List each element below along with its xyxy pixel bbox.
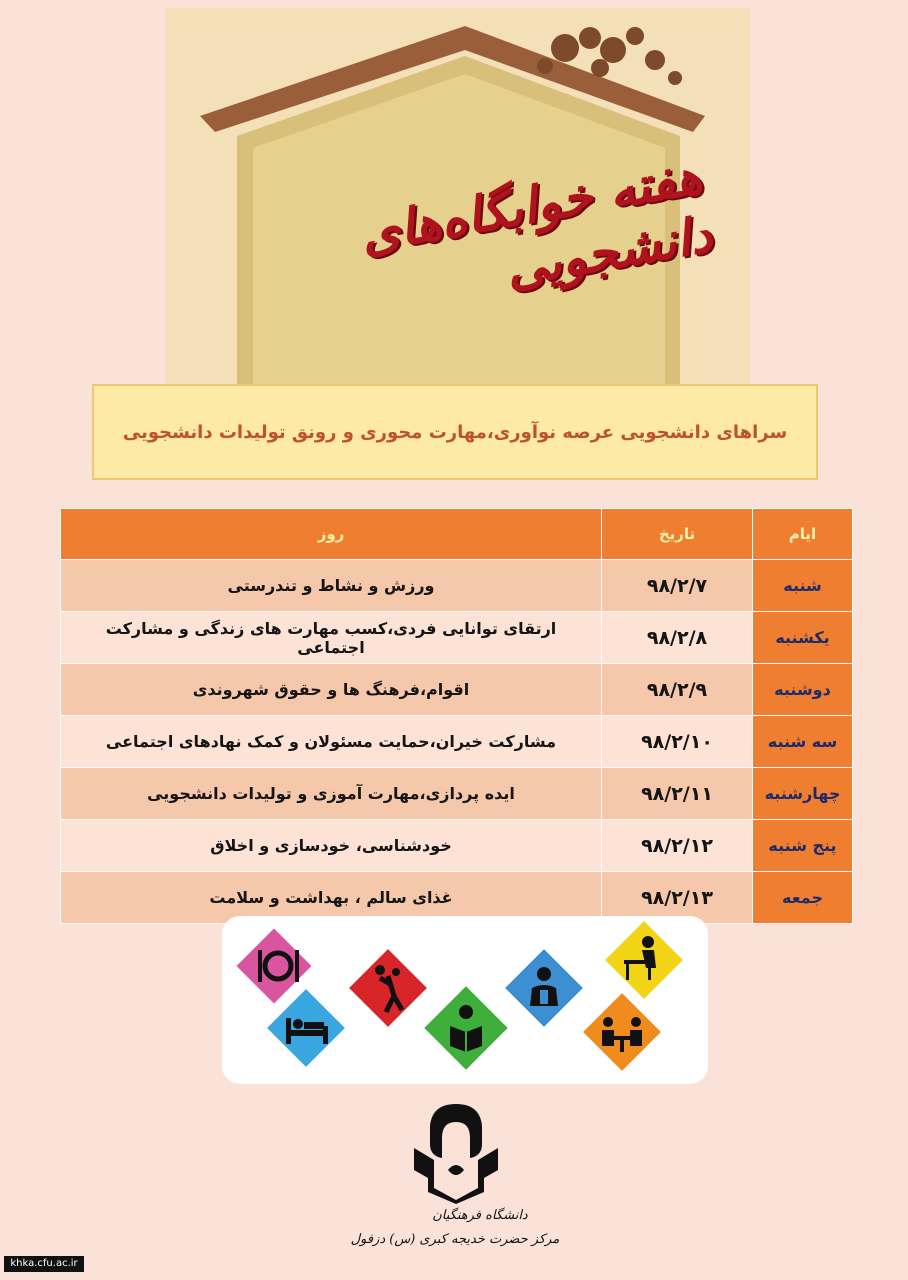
date-cell: ۹۸/۲/۱۳ bbox=[602, 872, 753, 924]
date-cell: ۹۸/۲/۱۱ bbox=[602, 768, 753, 820]
day-cell: سه شنبه bbox=[753, 716, 853, 768]
activity-icons-panel bbox=[222, 916, 708, 1084]
table-row bbox=[61, 612, 853, 664]
site-watermark: khka.cfu.ac.ir bbox=[4, 1256, 84, 1272]
bed-icon bbox=[258, 980, 354, 1076]
topic-cell: ورزش و نشاط و تندرستی bbox=[61, 560, 602, 612]
table-row bbox=[61, 820, 853, 872]
table-row bbox=[61, 768, 853, 820]
poster-title: هفته خوابگاه‌های دانشجویی bbox=[355, 146, 717, 299]
day-cell: پنج شنبه bbox=[753, 820, 853, 872]
table-row bbox=[61, 716, 853, 768]
meeting-icon bbox=[574, 984, 670, 1080]
day-cell: چهارشنبه bbox=[753, 768, 853, 820]
topic-cell: ارتقای توانایی فردی،کسب مهارت های زندگی و مشارکت اجتماعی bbox=[61, 612, 602, 664]
date-cell: ۹۸/۲/۱۰ bbox=[602, 716, 753, 768]
date-cell: ۹۸/۲/۷ bbox=[602, 560, 753, 612]
topic-cell: اقوام،فرهنگ ها و حقوق شهروندی bbox=[61, 664, 602, 716]
header-date: تاریخ bbox=[602, 509, 753, 560]
schedule-table bbox=[60, 508, 853, 924]
date-cell: ۹۸/۲/۹ bbox=[602, 664, 753, 716]
university-logo bbox=[408, 1100, 504, 1204]
date-cell: ۹۸/۲/۱۲ bbox=[602, 820, 753, 872]
day-cell: دوشنبه bbox=[753, 664, 853, 716]
topic-cell: غذای سالم ، بهداشت و سلامت bbox=[61, 872, 602, 924]
table-header-row bbox=[61, 509, 853, 560]
university-name: دانشگاه فرهنگیان bbox=[432, 1208, 528, 1223]
header-day: ایام bbox=[753, 509, 853, 560]
topic-cell: مشارکت خیران،حمایت مسئولان و کمک نهادهای اجتماعی bbox=[61, 716, 602, 768]
date-cell: ۹۸/۲/۸ bbox=[602, 612, 753, 664]
table-row bbox=[61, 560, 853, 612]
topic-cell: ایده پردازی،مهارت آموزی و تولیدات دانشجویی bbox=[61, 768, 602, 820]
center-name: مرکز حضرت خدیجه کبری (س) دزفول bbox=[350, 1232, 560, 1247]
topic-cell: خودشناسی، خودسازی و اخلاق bbox=[61, 820, 602, 872]
theme-banner: سراهای دانشجویی عرصه نوآوری،مهارت محوری و رونق تولیدات دانشجویی bbox=[92, 384, 818, 480]
day-cell: یکشنبه bbox=[753, 612, 853, 664]
table-row bbox=[61, 664, 853, 716]
poster-header bbox=[165, 8, 750, 388]
header-topic: روز bbox=[61, 509, 602, 560]
day-cell: جمعه bbox=[753, 872, 853, 924]
day-cell: شنبه bbox=[753, 560, 853, 612]
